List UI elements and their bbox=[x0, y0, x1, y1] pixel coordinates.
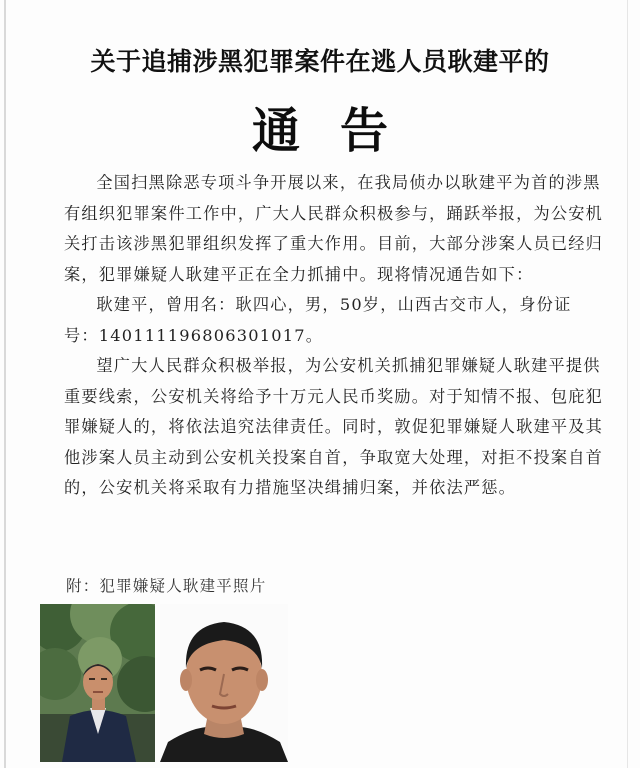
paragraph-appeal: 望广大人民群众积极举报，为公安机关抓捕犯罪嫌疑人耿建平提供重要线索，公安机关将给予十万元人民币奖励。对于知情不报、包庇犯罪嫌疑人的，将依法追究法律责任。同时，敦促犯罪嫌疑人耿建平及其他涉案人员主动到公安机关投案自首，争取宽大处理，对拒不投案自首的，公安机关将采取有力措施坚决缉捕归案，并依法严惩。 bbox=[64, 356, 604, 497]
suspect-photo-portrait bbox=[160, 604, 288, 762]
notice-title: 关于追捕涉黑犯罪案件在逃人员耿建平的 bbox=[90, 47, 550, 76]
suspect-photo-outdoor bbox=[40, 604, 155, 762]
notice-heading: 通告 bbox=[251, 103, 428, 159]
paragraph-suspect-info: 耿建平，曾用名：耿四心，男，50岁，山西古交市人，身份证号：140111196806301017。 bbox=[64, 295, 572, 345]
paragraph-intro: 全国扫黑除恶专项斗争开展以来，在我局侦办以耿建平为首的涉黑有组织犯罪案件工作中，广大人民群众积极参与，踊跃举报，为公安机关打击该涉黑犯罪组织发挥了重大作用。目前，大部分涉案人员已经归案，犯罪嫌疑人耿建平正在全力抓捕中。现将情况通告如下： bbox=[64, 173, 604, 284]
portrait-photo-image bbox=[160, 604, 288, 762]
outdoor-photo-image bbox=[40, 604, 155, 762]
attachment-label: 附：犯罪嫌疑人耿建平照片 bbox=[66, 577, 267, 595]
notice-body bbox=[64, 168, 604, 504]
